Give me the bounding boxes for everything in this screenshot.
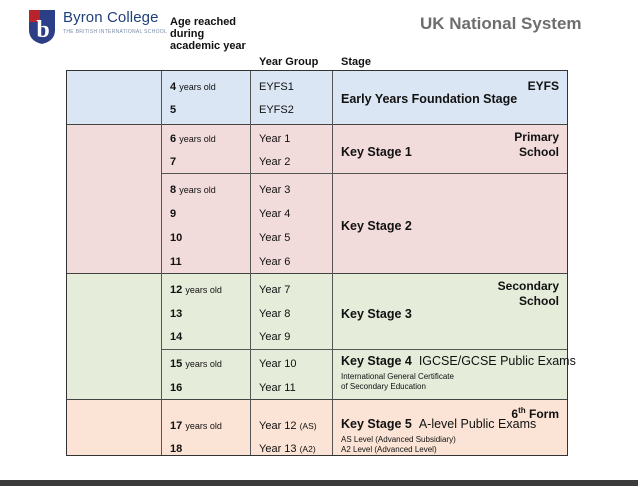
stage-ks3: Key Stage 3 xyxy=(341,307,412,321)
stage-ks5: Key Stage 5 A-level Public Exams xyxy=(341,417,537,431)
stage-note: of Secondary Education xyxy=(341,382,426,391)
column-header-age: Age reached during academic year xyxy=(170,16,246,52)
age-cell: 18 xyxy=(170,443,183,455)
age-cell: 6 years old xyxy=(170,133,216,145)
year-cell: Year 10 xyxy=(259,358,297,370)
year-cell: Year 12 (AS) xyxy=(259,420,317,432)
column-divider xyxy=(250,71,251,455)
year-cell: Year 5 xyxy=(259,232,291,244)
level-label-primary: Primary School xyxy=(514,130,559,159)
year-cell: Year 4 xyxy=(259,208,291,220)
column-header-stage: Stage xyxy=(341,56,371,68)
level-label-secondary: Secondary School xyxy=(497,279,559,308)
level-label-eyfs: EYFS xyxy=(527,79,559,93)
age-cell: 12 years old xyxy=(170,284,222,296)
year-cell: Year 11 xyxy=(259,382,296,394)
education-system-table xyxy=(66,70,576,456)
year-cell: Year 8 xyxy=(259,308,291,320)
stage-note: International General Certificate xyxy=(341,372,454,381)
school-name: Byron College xyxy=(63,9,159,26)
stage-ks2: Key Stage 2 xyxy=(341,219,412,233)
band-secondary xyxy=(67,273,576,399)
stage-ks4: Key Stage 4 IGCSE/GCSE Public Exams xyxy=(341,354,576,368)
column-divider xyxy=(332,71,333,455)
svg-text:b: b xyxy=(36,17,50,43)
age-cell: 9 xyxy=(170,208,177,220)
page-title: UK National System xyxy=(420,14,582,33)
age-cell: 13 xyxy=(170,308,183,320)
age-cell: 10 xyxy=(170,232,183,244)
column-header-year: Year Group xyxy=(259,56,319,68)
stage-note: AS Level (Advanced Subsidiary) xyxy=(341,435,456,444)
age-cell: 11 xyxy=(170,256,182,268)
year-cell: Year 2 xyxy=(259,156,291,168)
year-cell: Year 13 (A2) xyxy=(259,443,316,455)
age-cell: 16 xyxy=(170,382,183,394)
year-cell: Year 6 xyxy=(259,256,291,268)
band-primary xyxy=(67,124,567,273)
age-cell: 14 xyxy=(170,331,183,343)
age-cell: 17 years old xyxy=(170,420,222,432)
age-cell: 15 years old xyxy=(170,358,222,370)
column-divider xyxy=(161,71,162,455)
year-cell: Year 9 xyxy=(259,331,291,343)
school-logo-icon xyxy=(27,8,57,45)
viewer-bottom-bar xyxy=(0,480,638,486)
band-eyfs xyxy=(67,71,567,124)
year-cell: EYFS1 xyxy=(259,81,294,93)
age-cell: 5 xyxy=(170,104,177,116)
stage-eyfs: Early Years Foundation Stage xyxy=(341,92,518,106)
stage-ks1: Key Stage 1 xyxy=(341,145,412,159)
stage-note: A2 Level (Advanced Level) xyxy=(341,445,437,454)
level-label-sixth-form: 6th Form xyxy=(511,406,559,421)
age-cell: 7 xyxy=(170,156,177,168)
year-cell: EYFS2 xyxy=(259,104,294,116)
age-cell: 8 years old xyxy=(170,184,216,196)
year-cell: Year 1 xyxy=(259,133,291,145)
age-cell: 4 years old xyxy=(170,81,216,93)
school-tagline: THE BRITISH INTERNATIONAL SCHOOL xyxy=(63,29,168,35)
year-cell: Year 3 xyxy=(259,184,291,196)
band-sixth-form xyxy=(67,399,567,455)
year-cell: Year 7 xyxy=(259,284,291,296)
divider xyxy=(161,349,567,350)
divider xyxy=(161,173,567,174)
